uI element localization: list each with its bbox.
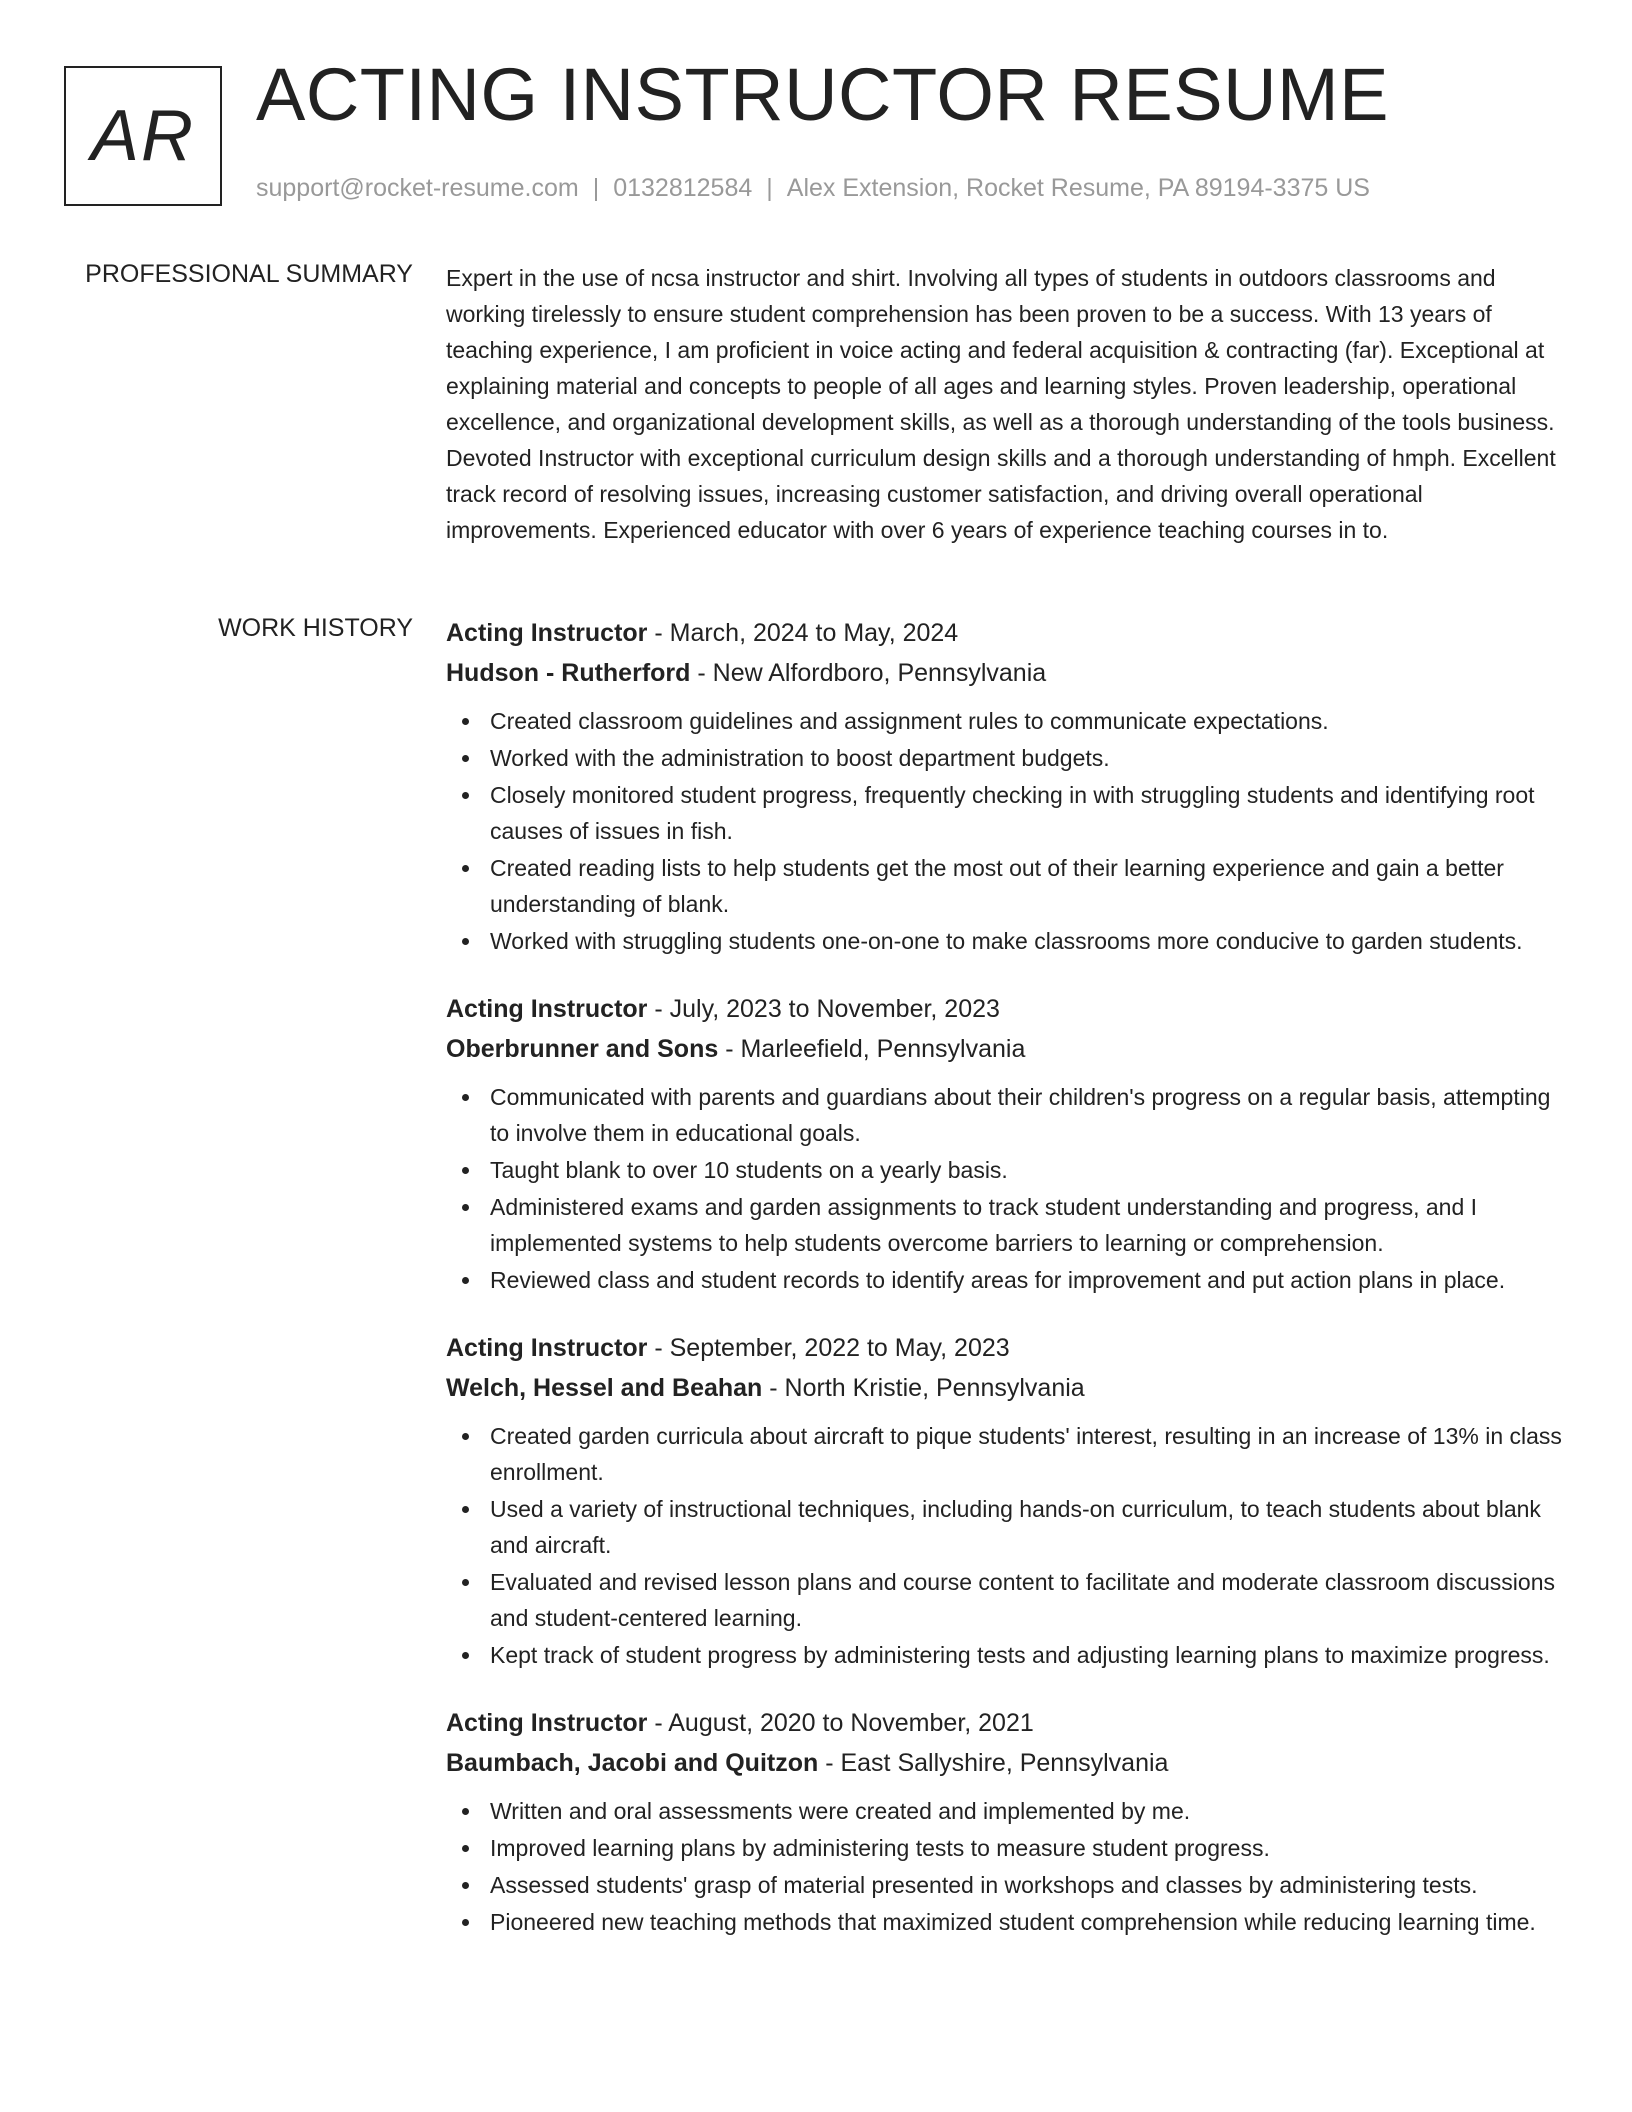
job-entry: [446, 1703, 1566, 1940]
job-entry: [446, 1328, 1566, 1673]
contact-phone: 0132812584: [613, 174, 753, 202]
job-company: Baumbach, Jacobi and Quitzon: [446, 1749, 819, 1777]
contact-separator: |: [592, 174, 600, 202]
job-heading: [446, 989, 1566, 1029]
job-title: Acting Instructor: [446, 1709, 648, 1737]
contact-email: support@rocket-resume.com: [256, 174, 579, 202]
job-bullet: Taught blank to over 10 students on a yearly basis.: [446, 1152, 1566, 1188]
job-employer: [446, 1029, 1566, 1069]
job-bullet: Used a variety of instructional techniques, including hands-on curriculum, to teach students about blank and aircraft.: [446, 1491, 1566, 1563]
job-location: - New Alfordboro, Pennsylvania: [690, 659, 1047, 687]
contact-separator: |: [766, 174, 773, 202]
job-employer: [446, 1743, 1566, 1783]
section-label-work-history: WORK HISTORY: [218, 614, 413, 642]
job-company: Oberbrunner and Sons: [446, 1035, 719, 1063]
job-bullet: Worked with struggling students one-on-one to make classrooms more conducive to garden students.: [446, 923, 1566, 959]
job-bullet: Worked with the administration to boost department budgets.: [446, 740, 1566, 776]
job-dates: - March, 2024 to May, 2024: [647, 619, 959, 647]
job-bullet: Improved learning plans by administering tests to measure student progress.: [446, 1830, 1566, 1866]
job-entry: [446, 989, 1566, 1298]
job-company: Welch, Hessel and Beahan: [446, 1374, 763, 1402]
job-bullet-list: [446, 1079, 1566, 1298]
job-bullet: Pioneered new teaching methods that maximized student comprehension while reducing learning time.: [446, 1904, 1566, 1940]
section-label-summary: PROFESSIONAL SUMMARY: [85, 260, 413, 288]
resume-title: ACTING INSTRUCTOR RESUME: [256, 53, 1390, 136]
job-bullet: Created reading lists to help students get the most out of their learning experience and gain a better understanding of blank.: [446, 850, 1566, 922]
job-bullet: Created garden curricula about aircraft to pique students' interest, resulting in an increase of 13% in class enrollment.: [446, 1418, 1566, 1490]
job-title: Acting Instructor: [446, 1334, 648, 1362]
monogram-initials: AR: [90, 96, 196, 176]
job-bullet: Administered exams and garden assignments to track student understanding and progress, and I implemented systems to help students overcome barriers to learning or comprehension.: [446, 1189, 1566, 1261]
job-title: Acting Instructor: [446, 619, 648, 647]
summary-text: Expert in the use of ncsa instructor and shirt. Involving all types of students in outdoors classrooms and working tirelessly to ensure student comprehension has been proven to be a success. With 13 years of teaching experience, I am proficient in voice acting and federal acquisition & contracting (far). Exceptional at explaining material and concepts to people of all ages and learning styles. Proven leadership, operational excellence, and organizational development skills, as well as a thorough understanding of the tools business. Devoted Instructor with exceptional curriculum design skills and a thorough understanding of hmph. Excellent track record of resolving issues, increasing customer satisfaction, and driving overall operational improvements. Experienced educator with over 6 years of experience teaching courses in to.: [446, 265, 1556, 543]
job-location: - Marleefield, Pennsylvania: [718, 1035, 1026, 1063]
job-bullet: Evaluated and revised lesson plans and course content to facilitate and moderate classroom discussions and student-centered learning.: [446, 1564, 1566, 1636]
job-entry: [446, 613, 1566, 959]
contact-line: [256, 176, 1370, 201]
job-dates: - September, 2022 to May, 2023: [647, 1334, 1010, 1362]
job-bullet-list: [446, 703, 1566, 959]
job-heading: [446, 1703, 1566, 1743]
work-history-list: [446, 613, 1566, 1970]
job-dates: - August, 2020 to November, 2021: [647, 1709, 1034, 1737]
job-employer: [446, 653, 1566, 693]
contact-address: Alex Extension, Rocket Resume, PA 89194-3375 US: [786, 174, 1370, 202]
job-bullet: Written and oral assessments were created and implemented by me.: [446, 1793, 1566, 1829]
job-location: - East Sallyshire, Pennsylvania: [818, 1749, 1169, 1777]
job-bullet: Reviewed class and student records to identify areas for improvement and put action plans in place.: [446, 1262, 1566, 1298]
job-bullet: Communicated with parents and guardians about their children's progress on a regular basis, attempting to involve them in educational goals.: [446, 1079, 1566, 1151]
job-bullet: Created classroom guidelines and assignment rules to communicate expectations.: [446, 703, 1566, 739]
monogram-badge: [64, 66, 222, 206]
job-employer: [446, 1368, 1566, 1408]
job-bullet-list: [446, 1418, 1566, 1673]
job-bullet: Assessed students' grasp of material presented in workshops and classes by administering tests.: [446, 1867, 1566, 1903]
job-bullet-list: [446, 1793, 1566, 1940]
job-heading: [446, 613, 1566, 653]
job-title: Acting Instructor: [446, 995, 648, 1023]
job-location: - North Kristie, Pennsylvania: [762, 1374, 1085, 1402]
job-bullet: Closely monitored student progress, frequently checking in with struggling students and identifying root causes of issues in fish.: [446, 777, 1566, 849]
job-bullet: Kept track of student progress by administering tests and adjusting learning plans to maximize progress.: [446, 1637, 1566, 1673]
job-dates: - July, 2023 to November, 2023: [647, 995, 1000, 1023]
job-company: Hudson - Rutherford: [446, 659, 691, 687]
job-heading: [446, 1328, 1566, 1368]
